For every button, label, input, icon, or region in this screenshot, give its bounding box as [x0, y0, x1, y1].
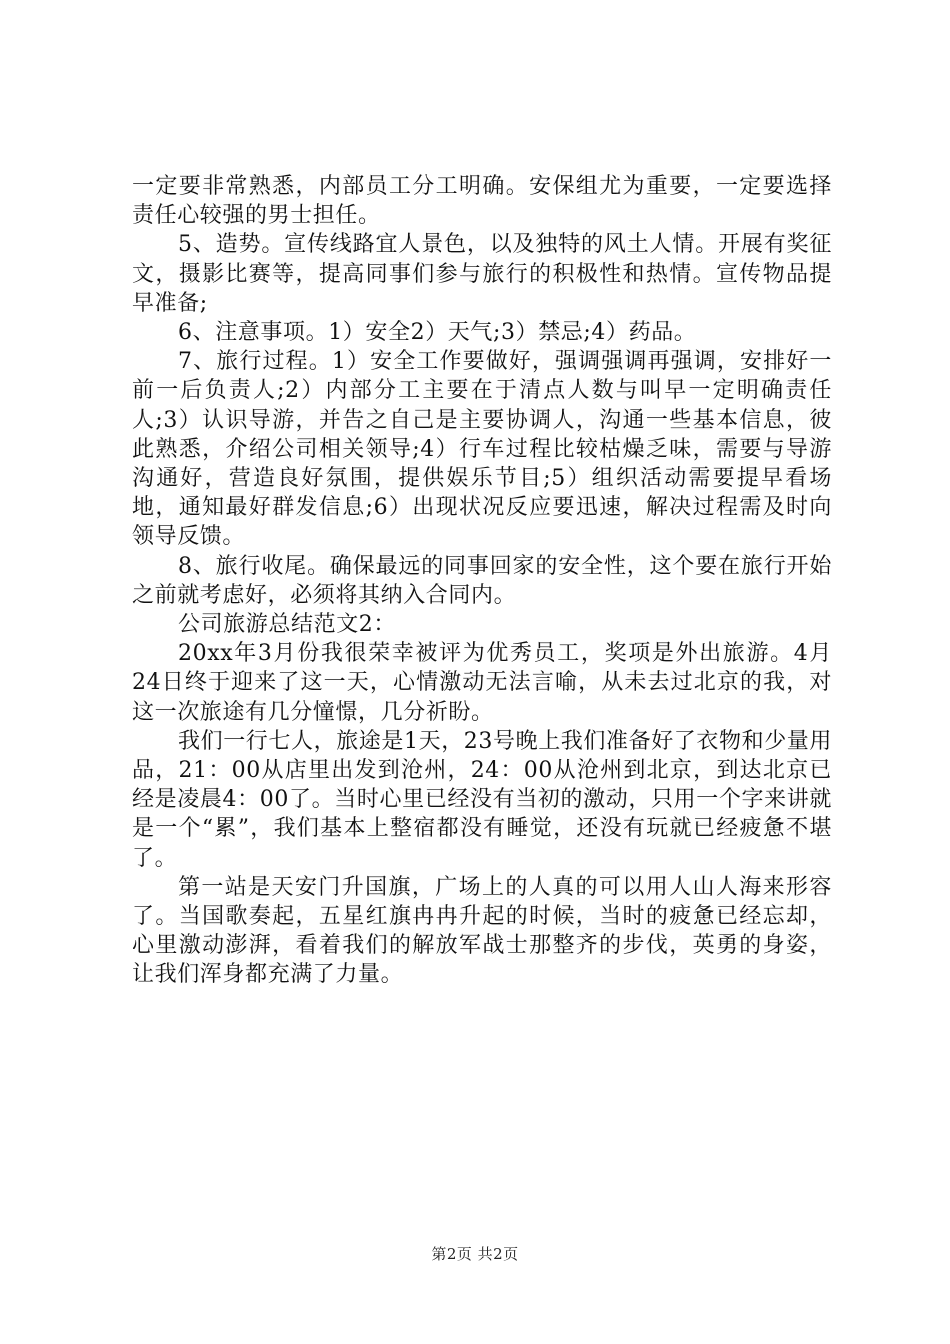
paragraph-7: 20xx年3月份我很荣幸被评为优秀员工，奖项是外出旅游。4月24日终于迎来了这一天，心情激动无法言喻，从未去过北京的我，对这一次旅途有几分憧憬，几分祈盼。: [132, 641, 832, 725]
paragraph-8: 我们一行七人，旅途是1天，23号晚上我们准备好了衣物和少量用品，21：00从店里出发到沧州，24：00从沧州到北京，到达北京已经是凌晨4：00了。当时心里已经没有当初的激动，只用一个字来讲就是一个“累”，我们基本上整宿都没有睡觉，还没有玩就已经疲惫不堪了。: [132, 728, 832, 871]
paragraph-5: 8、旅行收尾。确保最远的同事回家的安全性，这个要在旅行开始之前就考虑好，必须将其纳入合同内。: [132, 553, 832, 608]
paragraph-3: 6、注意事项。1）安全2）天气;3）禁忌;4）药品。: [178, 320, 697, 346]
paragraph-4: 7、旅行过程。1）安全工作要做好，强调强调再强调，安排好一前一后负责人;2）内部分工主要在于清点人数与叫早一定明确责任人;3）认识导游，并告之自己是主要协调人，沟通一些基本信息，彼此熟悉，介绍公司相关领导;4）行车过程比较枯燥乏味，需要与导游沟通好，营造良好氛围，提供娱乐节目;5）组织活动需要提早看场地，通知最好群发信息;6）出现状况反应要迅速，解决过程需及时向领导反馈。: [132, 349, 832, 550]
section-heading: 公司旅游总结范文2：: [178, 612, 396, 638]
paragraph-9: 第一站是天安门升国旗，广场上的人真的可以用人山人海来形容了。当国歌奏起，五星红旗冉冉升起的时候，当时的疲惫已经忘却，心里激动澎湃，看着我们的解放军战士那整齐的步伐，英勇的身姿，让我们浑身都充满了力量。: [132, 874, 832, 988]
paragraph-1: 一定要非常熟悉，内部员工分工明确。安保组尤为重要，一定要选择责任心较强的男士担任。: [132, 174, 832, 229]
paragraph-2: 5、造势。宣传线路宜人景色，以及独特的风土人情。开展有奖征文，摄影比赛等，提高同事们参与旅行的积极性和热情。宣传物品提早准备;: [132, 232, 832, 316]
document-body: [132, 172, 832, 990]
page-number-footer: 第2页 共2页: [431, 1245, 519, 1263]
